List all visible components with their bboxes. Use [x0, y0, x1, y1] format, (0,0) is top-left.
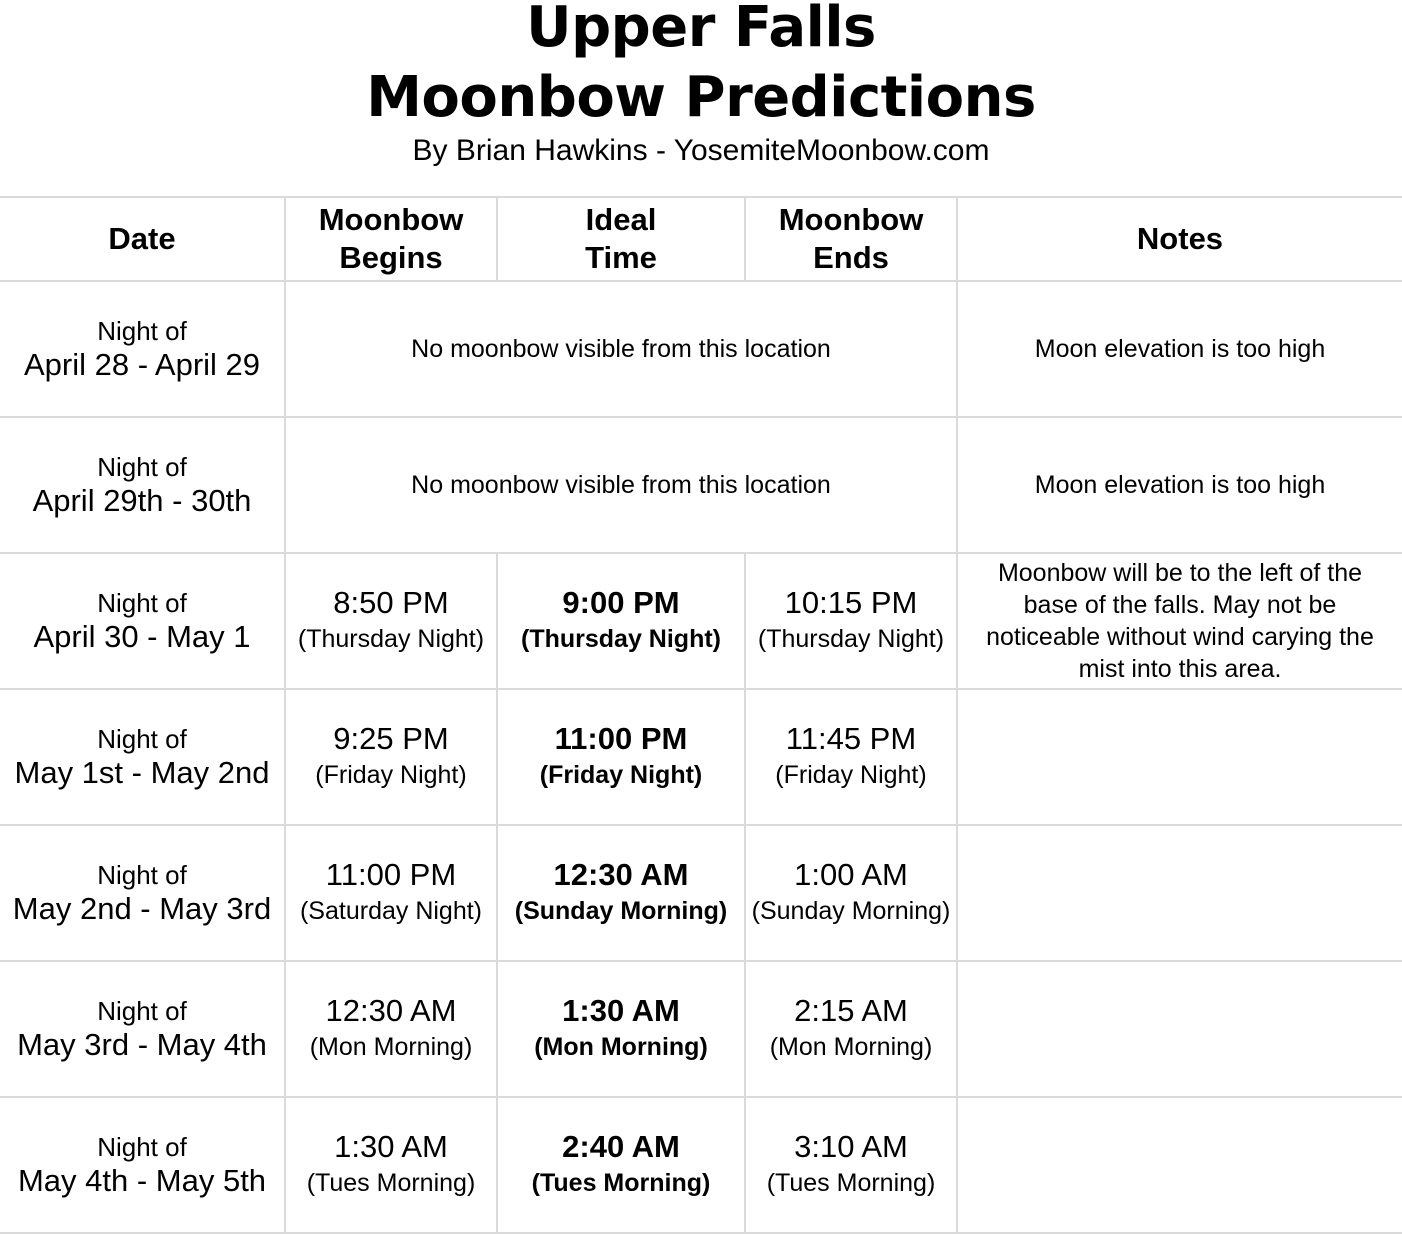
- notes-cell: [957, 553, 1402, 689]
- ideal-day: (Thursday Night): [521, 625, 721, 653]
- column-header-date-label: Date: [108, 221, 176, 256]
- ends-cell: [745, 689, 957, 825]
- ends-day: (Mon Morning): [769, 1033, 933, 1061]
- date-range: May 1st - May 2nd: [14, 755, 270, 790]
- ends-cell: [745, 553, 957, 689]
- date-cell: [0, 1097, 285, 1233]
- column-header-ideal-line-2: Time: [585, 240, 657, 275]
- moonbow-schedule-table: [0, 196, 1402, 1234]
- ideal-day: (Sunday Morning): [514, 897, 728, 925]
- note-text: Moon elevation is too high: [1034, 471, 1326, 499]
- column-header-ends-line-2: Ends: [813, 240, 889, 275]
- notes-cell: [957, 281, 1402, 417]
- page-title-line-1: Upper Falls: [526, 0, 876, 60]
- begins-cell: [285, 1097, 497, 1233]
- night-of-label: Night of: [97, 724, 187, 754]
- ends-time: 3:10 AM: [794, 1129, 908, 1164]
- night-of-label: Night of: [97, 588, 187, 618]
- column-header-date: [0, 197, 285, 281]
- table-row: [0, 689, 1402, 825]
- page-subtitle: By Brian Hawkins - YosemiteMoonbow.com: [412, 134, 990, 167]
- night-of-label: Night of: [97, 996, 187, 1026]
- ideal-time: 2:40 AM: [562, 1129, 680, 1164]
- ends-day: (Tues Morning): [766, 1169, 936, 1197]
- date-cell: [0, 553, 285, 689]
- ideal-cell: [497, 553, 745, 689]
- ideal-time: 11:00 PM: [554, 721, 688, 756]
- night-of-label: Night of: [97, 860, 187, 890]
- column-header-ends-line-1: Moonbow: [778, 202, 924, 237]
- date-range: May 2nd - May 3rd: [12, 891, 272, 926]
- begins-day: (Tues Morning): [306, 1169, 476, 1197]
- begins-time: 9:25 PM: [333, 721, 449, 756]
- ends-cell: [745, 825, 957, 961]
- table-row: [0, 553, 1402, 689]
- night-of-label: Night of: [97, 452, 187, 482]
- notes-cell: [957, 1097, 1402, 1233]
- begins-cell: [285, 961, 497, 1097]
- table-row: [0, 825, 1402, 961]
- date-range: April 30 - May 1: [33, 619, 251, 654]
- date-cell: [0, 689, 285, 825]
- page-header: [0, 0, 1402, 196]
- begins-time: 12:30 AM: [325, 993, 457, 1028]
- begins-day: (Thursday Night): [297, 625, 485, 653]
- no-moonbow-message: No moonbow visible from this location: [411, 471, 831, 499]
- ends-day: (Sunday Morning): [751, 897, 951, 925]
- ideal-time: 12:30 AM: [553, 857, 689, 892]
- begins-time: 1:30 AM: [334, 1129, 448, 1164]
- begins-time: 11:00 PM: [325, 857, 457, 892]
- begins-time: 8:50 PM: [333, 585, 449, 620]
- column-header-notes: [957, 197, 1402, 281]
- date-range: May 3rd - May 4th: [17, 1027, 267, 1062]
- ideal-cell: [497, 1097, 745, 1233]
- column-header-moonbow-begins: [285, 197, 497, 281]
- ideal-cell: [497, 825, 745, 961]
- ends-time: 2:15 AM: [794, 993, 908, 1028]
- date-cell: [0, 961, 285, 1097]
- table-header-row: [0, 197, 1402, 281]
- table-row: [0, 281, 1402, 417]
- column-header-ideal-time: [497, 197, 745, 281]
- night-of-label: Night of: [97, 1132, 187, 1162]
- date-range: April 29th - 30th: [32, 483, 252, 518]
- column-header-notes-label: Notes: [1136, 221, 1224, 256]
- ends-time: 11:45 PM: [785, 721, 917, 756]
- begins-day: (Saturday Night): [299, 897, 483, 925]
- table-row: [0, 417, 1402, 553]
- no-moonbow-message: No moonbow visible from this location: [411, 335, 831, 363]
- table-row: [0, 961, 1402, 1097]
- begins-day: (Friday Night): [315, 761, 467, 789]
- ends-time: 1:00 AM: [794, 857, 908, 892]
- page-title-line-2: Moonbow Predictions: [366, 65, 1036, 130]
- ideal-day: (Tues Morning): [531, 1169, 711, 1197]
- date-cell: [0, 281, 285, 417]
- notes-cell: [957, 417, 1402, 553]
- begins-day: (Mon Morning): [309, 1033, 473, 1061]
- begins-cell: [285, 553, 497, 689]
- begins-cell: [285, 689, 497, 825]
- notes-cell: [957, 961, 1402, 1097]
- date-range: May 4th - May 5th: [17, 1163, 267, 1198]
- ideal-cell: [497, 961, 745, 1097]
- no-moonbow-cell: [285, 417, 957, 553]
- ideal-cell: [497, 689, 745, 825]
- ideal-day: (Mon Morning): [534, 1033, 708, 1061]
- ideal-day: (Friday Night): [539, 761, 703, 789]
- ends-time: 10:15 PM: [784, 585, 918, 620]
- ends-cell: [745, 1097, 957, 1233]
- note-text: Moonbow will be to the left of the base of the falls. May not be noticeable without wind carying the mist into this area.: [986, 559, 1374, 683]
- night-of-label: Night of: [97, 316, 187, 346]
- column-header-begins-line-1: Moonbow: [318, 202, 464, 237]
- date-cell: [0, 825, 285, 961]
- note-text: Moon elevation is too high: [1034, 335, 1326, 363]
- ends-day: (Friday Night): [775, 761, 927, 789]
- ends-cell: [745, 961, 957, 1097]
- column-header-begins-line-2: Begins: [339, 240, 443, 275]
- ideal-time: 1:30 AM: [562, 993, 680, 1028]
- column-header-ideal-line-1: Ideal: [585, 202, 657, 237]
- notes-cell: [957, 689, 1402, 825]
- date-range: April 28 - April 29: [23, 347, 261, 382]
- column-header-moonbow-ends: [745, 197, 957, 281]
- ideal-time: 9:00 PM: [562, 585, 680, 620]
- no-moonbow-cell: [285, 281, 957, 417]
- table-row: [0, 1097, 1402, 1233]
- date-cell: [0, 417, 285, 553]
- begins-cell: [285, 825, 497, 961]
- ends-day: (Thursday Night): [757, 625, 945, 653]
- notes-cell: [957, 825, 1402, 961]
